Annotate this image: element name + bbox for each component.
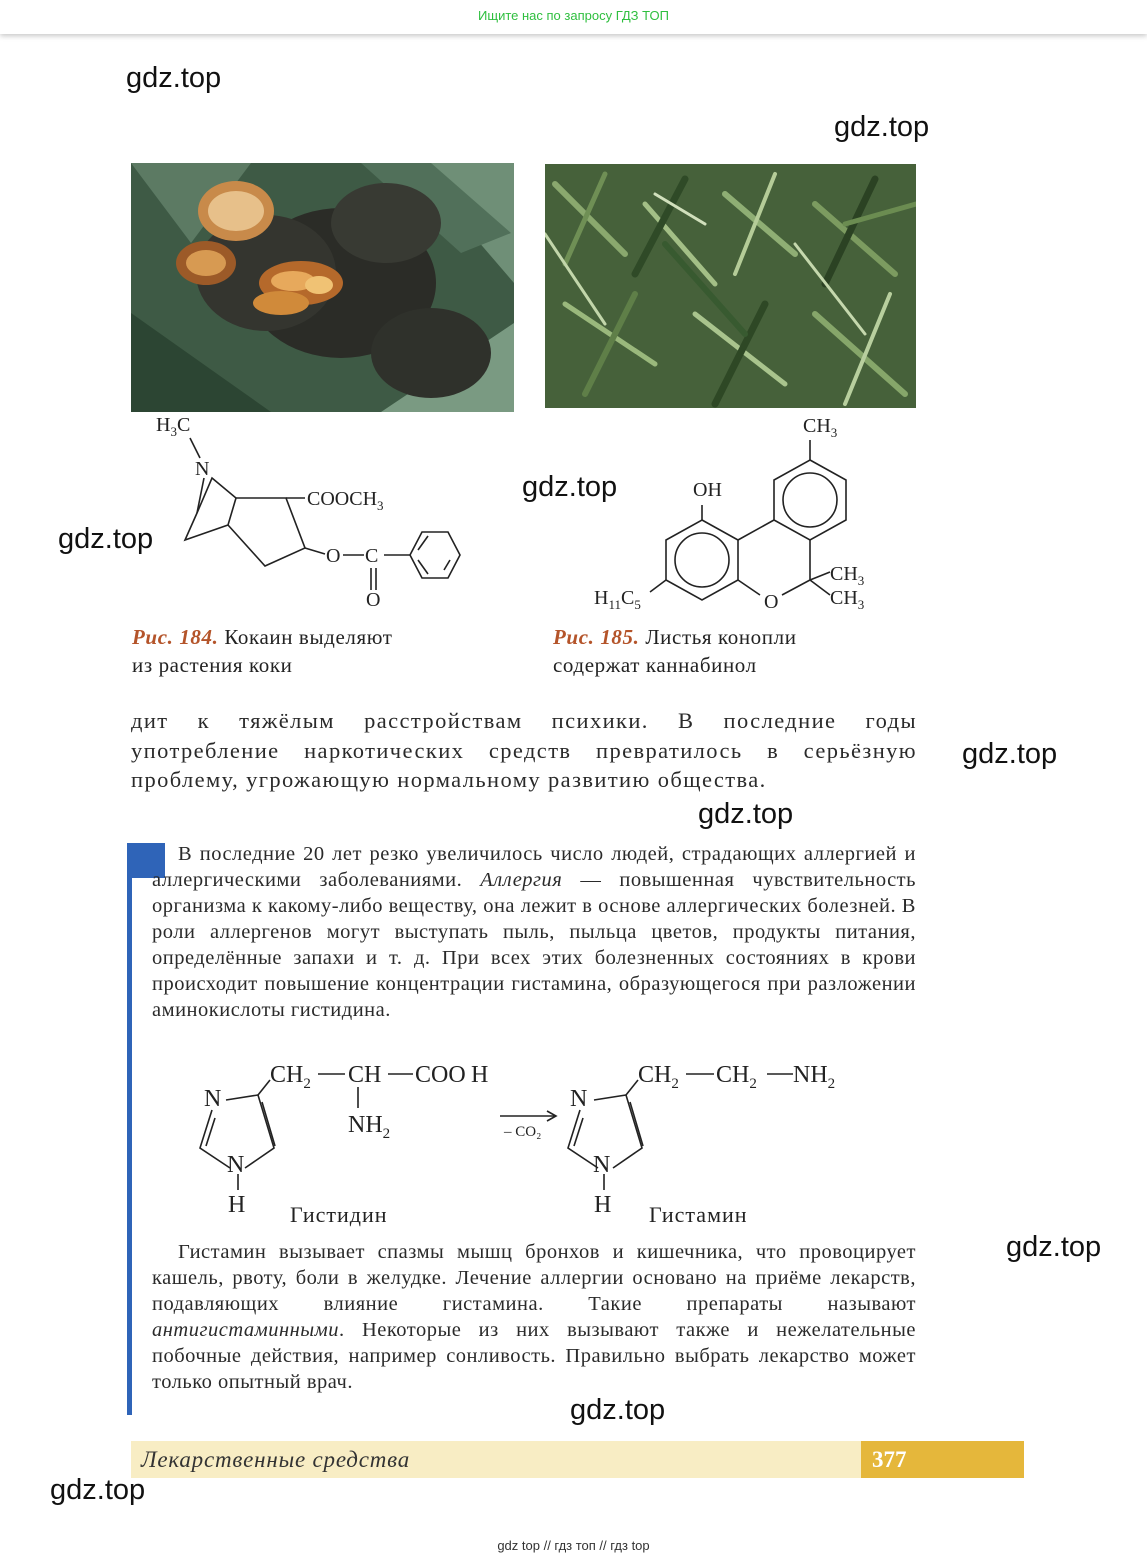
caption-line1: Листья конопли (645, 625, 797, 649)
svg-text:N: N (593, 1152, 611, 1178)
svg-text:H3C: $H_3C$ (156, 414, 191, 439)
svg-text:CH2: $CH_2$ (270, 1062, 311, 1092)
svg-text:CH3: $CH_3$ (830, 587, 865, 612)
watermark: gdz.top (58, 523, 154, 555)
svg-text:O: O (764, 591, 779, 613)
figure-number: Рис. 185. (553, 625, 640, 649)
svg-text:N: N (227, 1152, 245, 1178)
bottom-links[interactable]: gdz top // гдз топ // гдз top (497, 1538, 650, 1553)
figure-184-caption (132, 623, 492, 679)
watermark: gdz.top (570, 1394, 666, 1426)
figure-185-caption (553, 623, 913, 679)
reactant-name: Гистидин (290, 1202, 388, 1227)
svg-text:COOCH3: $COOCH_3$ (307, 488, 384, 513)
caption-line1: Кокаин выделяют (224, 625, 393, 649)
caption-line2: содержат каннабинол (553, 653, 757, 677)
svg-text:NH2: $NH_2$ (793, 1062, 836, 1092)
caption-line2: из растения коки (132, 653, 293, 677)
page-number: 377 (872, 1447, 907, 1472)
footer-title: Лекарственные средства (141, 1447, 411, 1472)
svg-text:H: H (594, 1192, 612, 1218)
paragraph-2: В последние 20 лет резко увеличилось число людей, страдающих аллергией и аллергическими заболеваниями. Аллергия — повышенная чувствительность организма к какому-либо веществу, она лежит в основе аллергических болезней. В роли аллергенов могут выступать пыль, пыльца цветов, продукты питания, определённые запахи и т. д. При всех этих болезненных состояниях в крови происходит повышение концентрации гистамина, образующегося при разложении аминокислоты гистидина. (152, 843, 916, 1021)
svg-text:O: O (326, 545, 341, 567)
svg-text:N: N (204, 1086, 222, 1112)
watermark: gdz.top (834, 111, 930, 143)
svg-text:H11C5: $H_{11}C_5$ (594, 587, 641, 612)
svg-text:CH3: $CH_3$ (803, 415, 838, 440)
svg-text:CH: CH (348, 1062, 382, 1088)
term-antihistamine: антигистаминными (152, 1319, 340, 1341)
removed-co2-label: – CO₂ (504, 1124, 542, 1140)
svg-text:H: H (228, 1192, 246, 1218)
product-name: Гистамин (649, 1202, 748, 1227)
svg-text:N: N (570, 1086, 588, 1112)
top-banner: Ищите нас по запросу ГДЗ ТОП (0, 0, 1147, 34)
watermark: gdz.top (962, 738, 1058, 770)
svg-text:C: C (365, 545, 379, 567)
svg-text:N: N (195, 458, 210, 480)
watermark: gdz.top (1006, 1231, 1102, 1263)
watermark: gdz.top (698, 798, 794, 830)
svg-text:CH2: $CH_2$ (716, 1062, 757, 1092)
svg-text:H: H (471, 1062, 489, 1088)
paragraph-1: дит к тяжёлым расстройствам психики. В последние годы употребление наркотических средств превратилось в серьёзную проблему, угрожающую нормальному развитию общества. (131, 708, 917, 792)
svg-text:O: O (366, 589, 381, 611)
watermark: gdz.top (50, 1474, 146, 1506)
paragraph-3: Гистамин вызывает спазмы мышц бронхов и кишечника, что провоцирует кашель, рвоту, боли в желудке. Лечение аллергии основано на приёме лекарств, подавляющих влияние гистамина. Такие препараты называют антигистаминными. Некоторые из них вызывают также и нежелательные побочные действия, например сонливость. Правильно выбрать лекарство может только опытный врач. (152, 1241, 916, 1393)
watermark: gdz.top (126, 62, 222, 94)
section-accent-line (127, 843, 132, 1415)
svg-text:CH2: $CH_2$ (638, 1062, 679, 1092)
watermark: gdz.top (522, 471, 618, 503)
svg-text:CH3: $CH_3$ (830, 563, 865, 588)
figure-number: Рис. 184. (132, 625, 219, 649)
svg-text:COO: COO (415, 1062, 466, 1088)
svg-text:NH2: $NH_2$ (348, 1112, 391, 1142)
svg-text:OH: OH (693, 479, 722, 501)
term-allergy: Аллергия (480, 869, 563, 891)
